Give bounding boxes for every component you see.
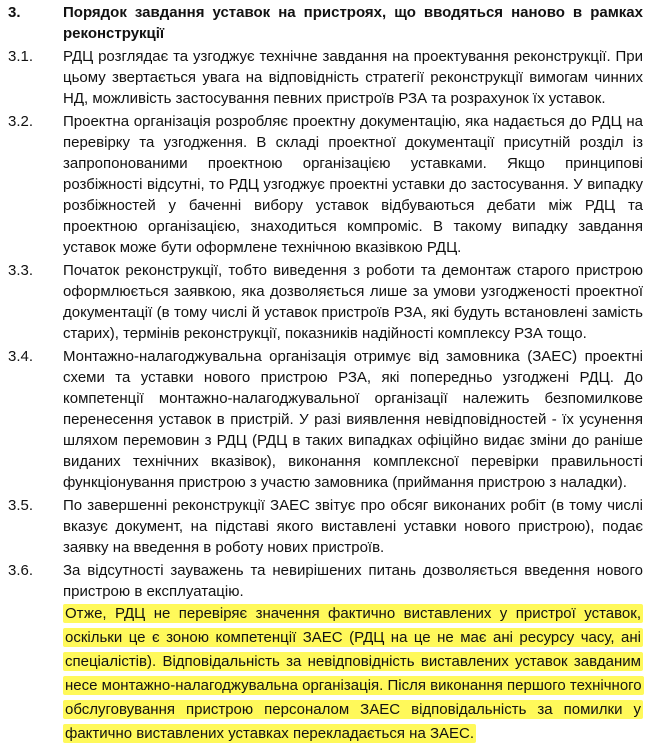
list-item	[0, 111, 650, 258]
section-title: Порядок завдання уставок на пристроях, що вводяться наново в рамках реконструкції	[63, 4, 643, 42]
item-number: 3.4.	[8, 348, 34, 365]
item-number: 3.6.	[8, 562, 34, 579]
section-heading	[0, 2, 650, 44]
document-page	[0, 2, 650, 748]
section-number: 3.	[8, 4, 21, 21]
item-number: 3.5.	[8, 497, 34, 514]
list-item	[0, 260, 650, 344]
list-item	[0, 560, 650, 746]
item-text: По завершенні реконструкції ЗАЕС звітує про обсяг виконаних робіт (в тому числі вказує документ, на підставі якого виставлені уставки нового пристрою), подає заявку на введення в роботу нових пристроїв.	[63, 497, 643, 556]
item-number: 3.3.	[8, 262, 34, 279]
item-number: 3.2.	[8, 113, 34, 130]
item-text: РДЦ розглядає та узгоджує технічне завдання на проектування реконструкції. При цьому звертається увага на відповідність стратегії реконструкції вимогам чинних НД, можливість застосування певних пристроїв РЗА та розрахунок їх уставок.	[63, 48, 643, 107]
item-text: Проектна організація розробляє проектну документацію, яка надається до РДЦ на перевірку та узгодження. В складі проектної документації присутній розділ із запропонованими проектною організацією уставками. Якщо принципові розбіжності відсутні, то РДЦ узгоджує проектні уставки до застосування. У випадку розбіжностей у баченні вибору уставок відбуваються дебати між РДЦ та проектною організацією, знаходиться компроміс. В такому випадку завдання уставок може бути оформлене технічною вказівкою РДЦ.	[63, 113, 643, 256]
item-text: Монтажно-налагоджувальна організація отримує від замовника (ЗАЕС) проектні схеми та уставки нового пристрою РЗА, які попередньо узгоджені РДЦ. До компетенції монтажно-налагоджувальної організації належить безпомилкове перенесення уставок в пристрій. У разі виявлення невідповідностей - їх усунення шляхом перемовин з РДЦ (РДЦ в таких випадках офіційно видає зміни до раніше виданих технічних вказівок), виконання комплексної перевірки правильності функціонування пристрою з участю замовника (приймання пристрою з наладки).	[63, 348, 643, 491]
highlighted-text: Отже, РДЦ не перевіряє значення фактично виставлених у пристрої уставок, оскільки це є зоною компетенції ЗАЕС (РДЦ на це не має ані ресурсу часу, ані спеціалістів). Відповідальність за невідповідність виставлених уставок завданим несе монтажно-налагоджувальна організація. Після виконання першого технічного обслуговування пристрою персоналом ЗАЕС відповідальність за помилки у фактично виставлених уставках перекладається на ЗАЕС.	[65, 605, 642, 742]
item-text: За відсутності зауважень та невирішених питань дозволяється введення нового пристрою в експлуатацію.	[63, 562, 643, 600]
item-number: 3.1.	[8, 48, 34, 65]
list-item	[0, 346, 650, 493]
list-item	[0, 46, 650, 109]
item-text: Початок реконструкції, тобто виведення з роботи та демонтаж старого пристрою оформлюється заявкою, яка дозволяється лише за умови узгодженості проектної документації (в тому числі й уставок пристроїв РЗА, які будуть встановлені замість старих), термінів реконструкції, показників надійності комплексу РЗА тощо.	[63, 262, 643, 342]
highlighted-paragraph	[63, 602, 643, 746]
list-item	[0, 495, 650, 558]
